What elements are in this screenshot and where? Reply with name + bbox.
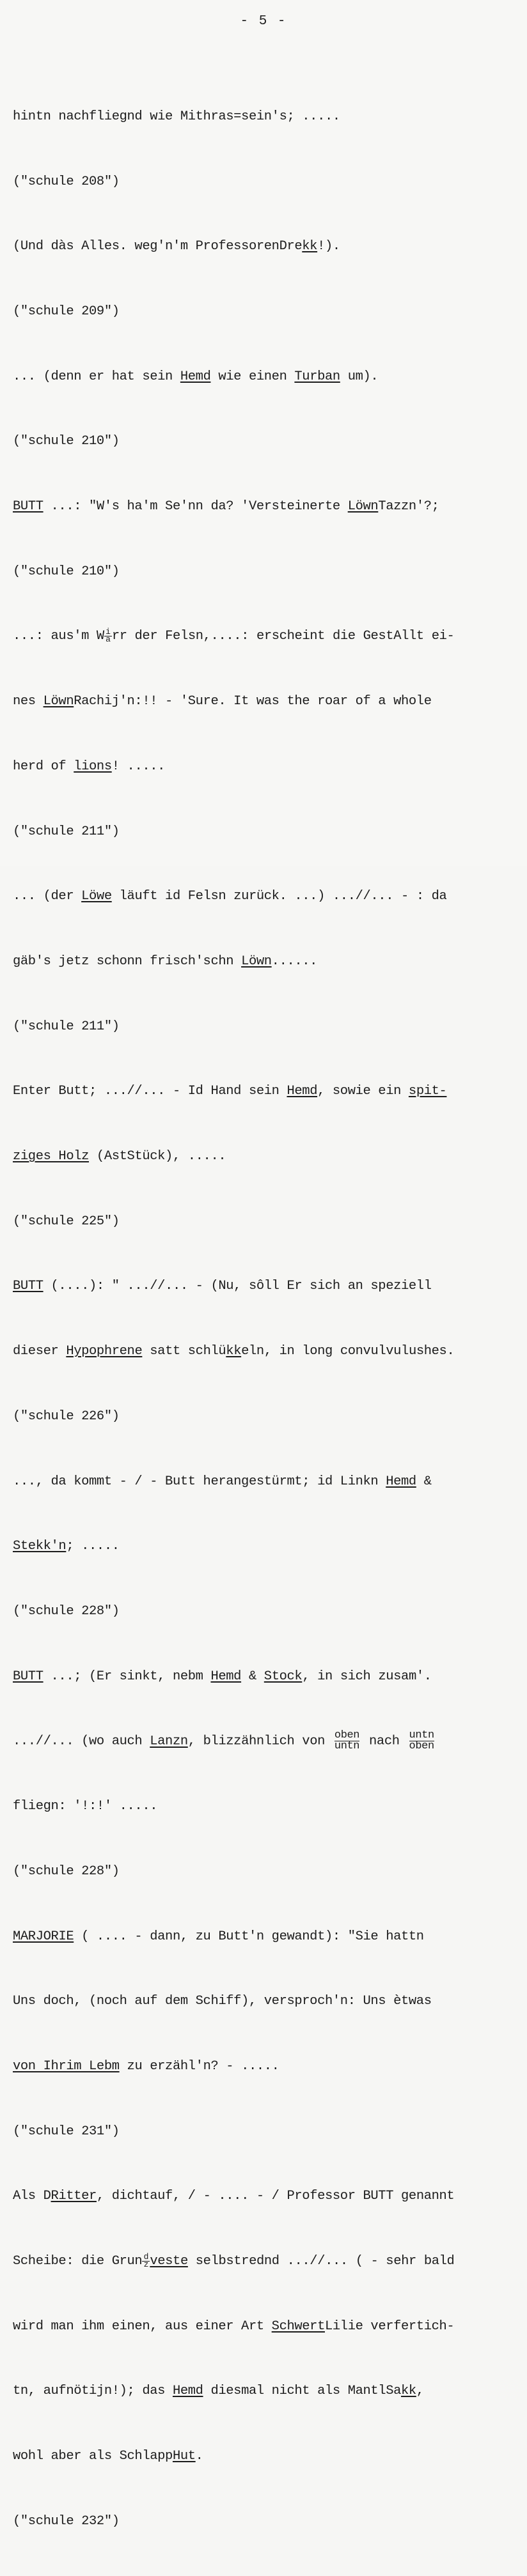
- text-line: dieser Hypophrene satt schlükkeln, in long convulvulushes.: [13, 1344, 455, 1359]
- text-line: Als DRitter, dichtauf, / - .... - / Professor BUTT genannt: [13, 2189, 455, 2204]
- typewritten-text: [13, 63, 518, 2576]
- text-line: ..., da kommt - / - Butt herangestürmt; id Linkn Hemd &: [13, 1474, 432, 1489]
- citation-line: ("schule 210"): [13, 564, 120, 579]
- citation-line: ("schule 228"): [13, 1863, 120, 1879]
- text-line: Enter Butt; ...//... - Id Hand sein Hemd, sowie ein spit-: [13, 1084, 447, 1099]
- text-line: fliegn: '!:!' .....: [13, 1799, 158, 1814]
- citation-line: ("schule 210"): [13, 434, 120, 449]
- text-line: (Und dàs Alles. weg'n'm ProfessorenDrekk!).: [13, 239, 340, 254]
- citation-line: ("schule 211"): [13, 1019, 120, 1034]
- page-number: - 5 -: [240, 14, 287, 29]
- text-line: von Ihrim Lebm zu erzähl'n? - .....: [13, 2058, 279, 2074]
- text-line: Scheibe: die Grun $\frac{d}{z}$ veste selbstrednd ...//... ( - sehr bald: [13, 2251, 455, 2269]
- fraction: $\frac{\text{untn}}{\text{oben}}$: [409, 1729, 434, 1753]
- text-line: ziges Holz (AstStück), .....: [13, 1149, 226, 1164]
- text-line: BUTT ...: "W's ha'm Se'nn da? 'Versteinerte LöwnTazzn'?;: [13, 499, 439, 514]
- citation-line: ("schule 232"): [13, 2513, 120, 2529]
- text-line: ...: aus'm W $\frac{i}{a}$ rr der Felsn,....: erscheint die GestAllt ei-: [13, 627, 455, 645]
- text-line: tn, aufnötijn!); das Hemd diesmal nicht als MantlSakk,: [13, 2384, 424, 2399]
- stacked-letters: $\frac{d}{z}$: [142, 2254, 150, 2268]
- fraction: $\frac{\text{oben}}{\text{untn}}$: [334, 1729, 360, 1753]
- citation-line: ("schule 209"): [13, 304, 120, 319]
- citation-line: ("schule 211"): [13, 824, 120, 839]
- text-line: ... (der Löwe läuft id Felsn zurück. ...) ...//... - : da: [13, 889, 447, 904]
- text-line: MARJORIE ( .... - dann, zu Butt'n gewandt): "Sie hattn: [13, 1929, 424, 1944]
- text-line: herd of lions! .....: [13, 759, 166, 774]
- text-line: BUTT (....): " ...//... - (Nu, sôll Er sich an speziell: [13, 1279, 432, 1294]
- citation-line: ("schule 208"): [13, 174, 120, 189]
- text-line: nes LöwnRachij'n:!! - 'Sure. It was the roar of a whole: [13, 694, 432, 709]
- text-line: hintn nachfliegnd wie Mithras=sein's; .....: [13, 109, 340, 124]
- text-line: BUTT ...; (Er sinkt, nebm Hemd & Stock, in sich zusam'.: [13, 1669, 432, 1684]
- text-line: Stekk'n; .....: [13, 1539, 120, 1554]
- citation-line: ("schule 228"): [13, 1603, 120, 1619]
- citation-line: ("schule 225"): [13, 1214, 120, 1229]
- text-line: ...//... (wo auch Lanzn, blizzähnlich von $\frac{\text{oben}}{\text{untn}}$ nach $\frac{\text{untn}}{\text{oben}}$: [13, 1729, 434, 1753]
- citation-line: ("schule 226"): [13, 1408, 120, 1424]
- text-line: wird man ihm einen, aus einer Art SchwertLilie verfertich-: [13, 2318, 455, 2334]
- text-line: Uns doch, (noch auf dem Schiff), versproch'n: Uns ètwas: [13, 1994, 432, 2009]
- citation-line: ("schule 231"): [13, 2124, 120, 2139]
- text-line: ... (denn er hat sein Hemd wie einen Turban um).: [13, 369, 379, 384]
- text-line: wohl aber als SchlappHut.: [13, 2449, 203, 2464]
- text-line: gäb's jetz schonn frisch'schn Löwn......: [13, 953, 318, 969]
- stacked-letters: $\frac{i}{a}$: [104, 629, 112, 643]
